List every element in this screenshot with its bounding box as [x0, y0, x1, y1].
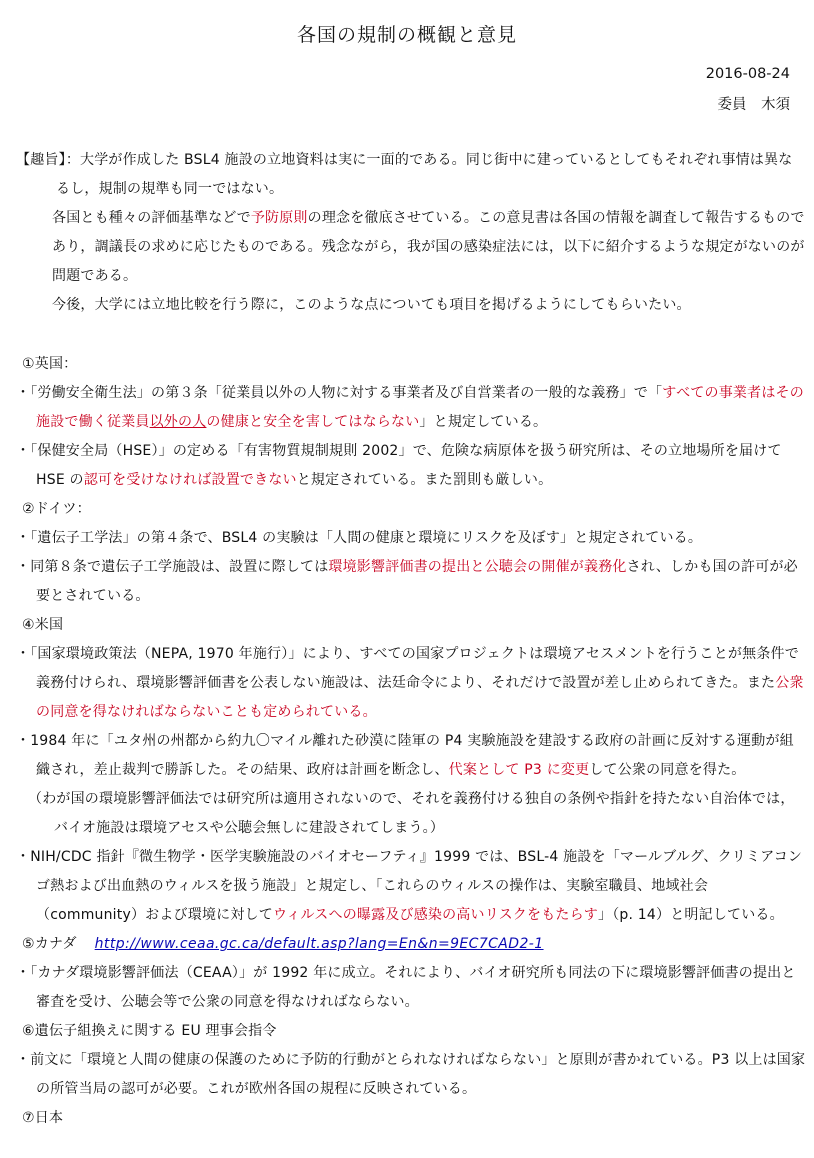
section-heading-japan: ⑦日本 [22, 1110, 64, 1126]
intro-paragraph-1: 【趣旨】：大学が作成した BSL4 施設の立地資料は実に一面的である。同じ街中に建っているとしてもそれぞれ事情は異なるし，規制の規準も同一ではない。 [16, 152, 793, 197]
usa-bullet-1: ・「国家環境政策法（NEPA, 1970 年施行）」により、すべての国家プロジェクトは環境アセスメントを行うことが無条件で義務付けられ、環境影響評価書を公表しない施設は、法廷命令により、それだけで設置が差し止められてきた。また公衆の同意を得なければならないことも定められている。 [16, 646, 804, 720]
emphasis-text: ウィルスへの曝露及び感染の高いリスクをもたらす [272, 907, 599, 923]
uk-bullet-1: ・「労働安全衛生法」の第３条「従業員以外の人物に対する事業者及び自営業者の一般的な義務」で「すべての事業者はその施設で働く従業員以外の人の健康と安全を害してはならない」と規定している。 [16, 385, 804, 430]
document-author: 委員 木須 [717, 97, 790, 113]
emphasis-text: 予防原則 [250, 210, 308, 226]
section-heading-germany: ②ドイツ： [22, 501, 91, 517]
eu-bullet-1: ・前文に「環境と人間の健康の保護のために予防的行動がとられなければならない」と原則が書かれている。P3 以上は国家の所管当局の認可が必要。これが欧州各国の規程に反映されている。 [16, 1052, 806, 1097]
document-body [16, 146, 806, 1133]
section-heading-eu: ⑥遺伝子組換えに関する EU 理事会指令 [22, 1023, 277, 1039]
emphasis-text: 公衆の同意を得なければならないことも定められている。 [36, 675, 804, 720]
usa-bullet-2: ・1984 年に「ユタ州の州都から約九〇マイル離れた砂漠に陸軍の P4 実験施設を建設する政府の計画に反対する運動が組織され，差止裁判で勝訴した。その結果、政府は計画を断念し、代案として P3 に変更して公衆の同意を得た。 [16, 733, 794, 778]
section-heading-usa: ④米国 [22, 617, 64, 633]
emphasis-text: すべての事業者はその施設で働く従業員 [36, 385, 804, 430]
canada-bullet-1: ・「カナダ環境影響評価法（CEAA）」が 1992 年に成立。それにより、バイオ研究所も同法の下に環境影響評価書の提出と審査を受け、公聴会等で公衆の同意を得なければならない。 [16, 965, 796, 1010]
usa-bullet-3: ・NIH/CDC 指針『微生物学・医学実験施設のバイオセーフティ』1999 では、BSL-4 施設を「マールブルグ、クリミアコンゴ熱および出血熱のウィルスを扱う施設」と規定し、「これらのウィルスの操作は、実験室職員、地域社会（community）および環境に対してウィルスへの曝露及び感染の高いリスクをもたらす」（p. 14）と明記している。 [16, 849, 803, 923]
section-gap [16, 320, 806, 350]
emphasis-text: 認可を受けなければ設置できない [83, 472, 297, 488]
document-title: 各国の規制の概観と意見 [296, 24, 517, 46]
usa-note: （わが国の環境影響評価法では研究所は適用されないので、それを義務付ける独自の条例や指針を持たない自治体では，バイオ施設は環境アセスや公聴会無しに建設されてしまう。） [28, 791, 795, 836]
emphasis-text: 環境影響評価書の提出と公聴会の開催が義務化 [328, 559, 627, 575]
germany-bullet-1: ・「遺伝子工学法」の第４条で、BSL4 の実験は「人間の健康と環境にリスクを及ぼす」と規定されている。 [16, 530, 703, 546]
section-heading-canada: ⑤カナダ http://www.ceaa.gc.ca/default.asp?lang=En&n=9EC7CAD2-1 [22, 936, 544, 952]
canada-link[interactable]: http://www.ceaa.gc.ca/default.asp?lang=En&n=9EC7CAD2-1 [94, 936, 544, 952]
uk-bullet-2: ・「保健安全局（HSE）」の定める「有害物質規制規則 2002」で、危険な病原体を扱う研究所は、その立地場所を届けて HSE の認可を受けなければ設置できないと規定されている。また罰則も厳しい。 [16, 443, 782, 488]
intro-label: 【趣旨】 [16, 152, 66, 168]
document-date: 2016-08-24 [705, 66, 790, 82]
emphasis-text: 代案として P3 に変更 [448, 762, 590, 778]
emphasis-text: の健康と安全を害してはならない [206, 414, 420, 430]
germany-bullet-2: ・同第８条で遺伝子工学施設は、設置に際しては環境影響評価書の提出と公聴会の開催が義務化され、しかも国の許可が必要とされている。 [16, 559, 798, 604]
emphasis-underlined-text: 以外の人 [149, 414, 207, 430]
section-heading-uk: ①英国： [22, 356, 78, 372]
intro-paragraph-3: 今後，大学には立地比較を行う際に，このような点についても項目を掲げるようにしてもらいたい。 [52, 297, 691, 313]
intro-paragraph-2: 各国とも種々の評価基準などで予防原則の理念を徹底させている。この意見書は各国の情報を調査して報告するものであり，調議長の求めに応じたものである。残念ながら，我が国の感染症法には，以下に紹介するような規定がないのが問題である。 [52, 210, 805, 284]
